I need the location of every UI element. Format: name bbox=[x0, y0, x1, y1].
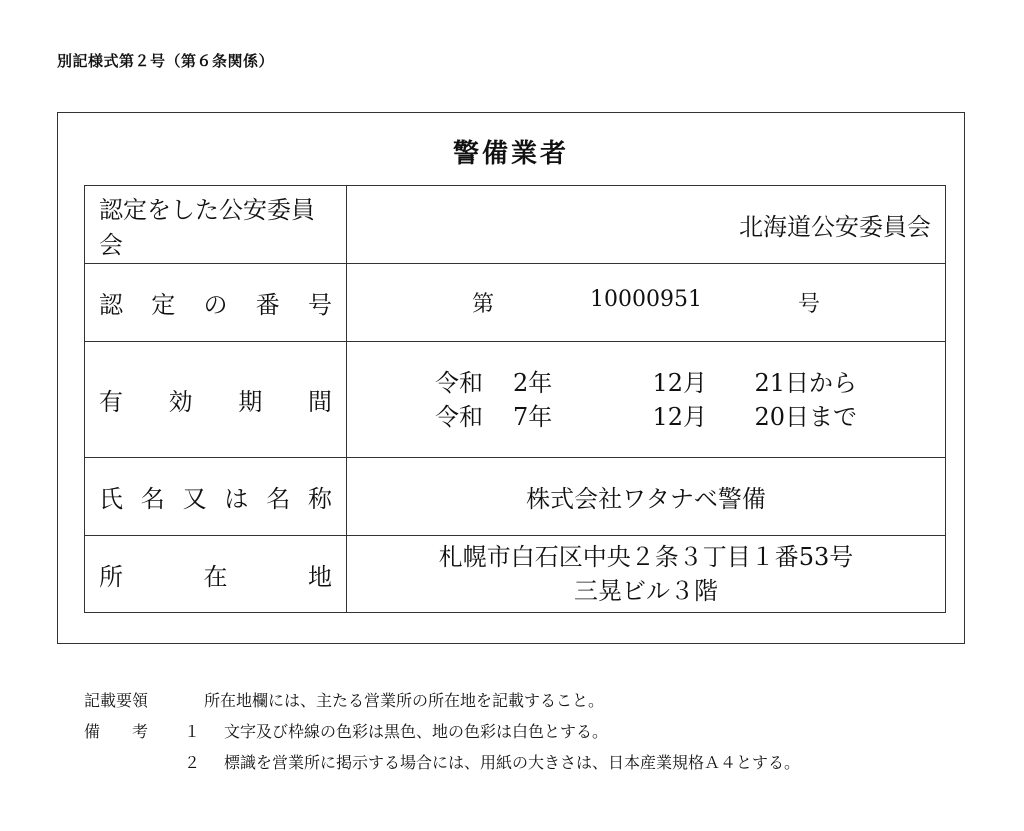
period-label-char: 期 bbox=[238, 388, 263, 416]
sign-frame bbox=[57, 112, 965, 644]
name-label-char: 又 bbox=[182, 485, 207, 513]
name-label-char: 称 bbox=[307, 485, 332, 513]
period-to-day: 20日まで bbox=[754, 402, 857, 431]
period-from-day: 21日から bbox=[754, 368, 857, 397]
note-heading: 記載要領 bbox=[84, 691, 149, 710]
note-spacer bbox=[84, 747, 184, 778]
note-text: 所在地欄には、主たる営業所の所在地を記載すること。 bbox=[204, 691, 605, 710]
address-label bbox=[85, 536, 347, 613]
name-label bbox=[85, 458, 347, 536]
row-number bbox=[85, 264, 946, 342]
period-to-month: 12月 bbox=[652, 402, 707, 431]
period-from bbox=[361, 366, 931, 400]
note-instructions bbox=[84, 685, 800, 716]
note-text: 標識を営業所に掲示する場合には、用紙の大きさは、日本産業規格Ａ４とする。 bbox=[224, 753, 801, 772]
period-from-month: 12月 bbox=[652, 368, 707, 397]
number-prefix: 第 bbox=[471, 292, 494, 317]
address-label-char: 在 bbox=[203, 562, 228, 591]
number-label-char: 定 bbox=[151, 291, 176, 319]
note-remarks-2 bbox=[84, 747, 800, 778]
notes bbox=[84, 685, 800, 778]
address-value-cell bbox=[347, 536, 946, 613]
address-line1: 札幌市白石区中央２条３丁目１番53号 bbox=[438, 543, 854, 571]
period-value-cell bbox=[347, 342, 946, 458]
row-commission bbox=[85, 186, 946, 264]
number-value-cell bbox=[347, 264, 946, 342]
form-label: 別記様式第２号（第６条関係） bbox=[57, 52, 275, 70]
name-value: 株式会社ワタナベ警備 bbox=[347, 458, 946, 536]
address-label-char: 所 bbox=[99, 562, 123, 591]
name-label-char: は bbox=[224, 485, 249, 513]
note-heading: 備 考 bbox=[84, 722, 149, 741]
number-value: 10000951 bbox=[590, 287, 702, 312]
note-number: １ bbox=[184, 722, 201, 741]
number-label-char: の bbox=[203, 291, 228, 319]
period-to bbox=[361, 400, 931, 434]
note-remarks bbox=[84, 716, 800, 747]
period-label bbox=[85, 342, 347, 458]
row-period bbox=[85, 342, 946, 458]
row-name bbox=[85, 458, 946, 536]
name-label-char: 名 bbox=[140, 485, 165, 513]
address-label-char: 地 bbox=[308, 562, 332, 591]
row-address bbox=[85, 536, 946, 613]
commission-value: 北海道公安委員会 bbox=[347, 186, 946, 264]
period-label-char: 効 bbox=[168, 388, 193, 416]
number-suffix: 号 bbox=[797, 292, 820, 317]
sign-title: 警備業者 bbox=[452, 139, 569, 169]
name-label-char: 氏 bbox=[99, 485, 123, 513]
number-label-char: 番 bbox=[255, 291, 280, 319]
number-label bbox=[85, 264, 347, 342]
number-label-char: 認 bbox=[99, 291, 123, 319]
note-text: 文字及び枠線の色彩は黒色、地の色彩は白色とする。 bbox=[224, 722, 609, 741]
period-label-char: 間 bbox=[307, 388, 332, 416]
period-to-era: 令和 bbox=[435, 402, 483, 431]
note-number: ２ bbox=[184, 753, 201, 772]
period-from-era: 令和 bbox=[435, 368, 483, 397]
commission-label: 認定をした公安委員会 bbox=[85, 186, 347, 264]
sign-table bbox=[84, 185, 946, 613]
address-line2: 三晃ビル３階 bbox=[574, 577, 718, 605]
number-label-char: 号 bbox=[308, 291, 332, 319]
period-label-char: 有 bbox=[99, 388, 123, 416]
period-to-year: 7年 bbox=[513, 402, 553, 431]
name-label-char: 名 bbox=[266, 485, 291, 513]
period-from-year: 2年 bbox=[513, 368, 553, 397]
